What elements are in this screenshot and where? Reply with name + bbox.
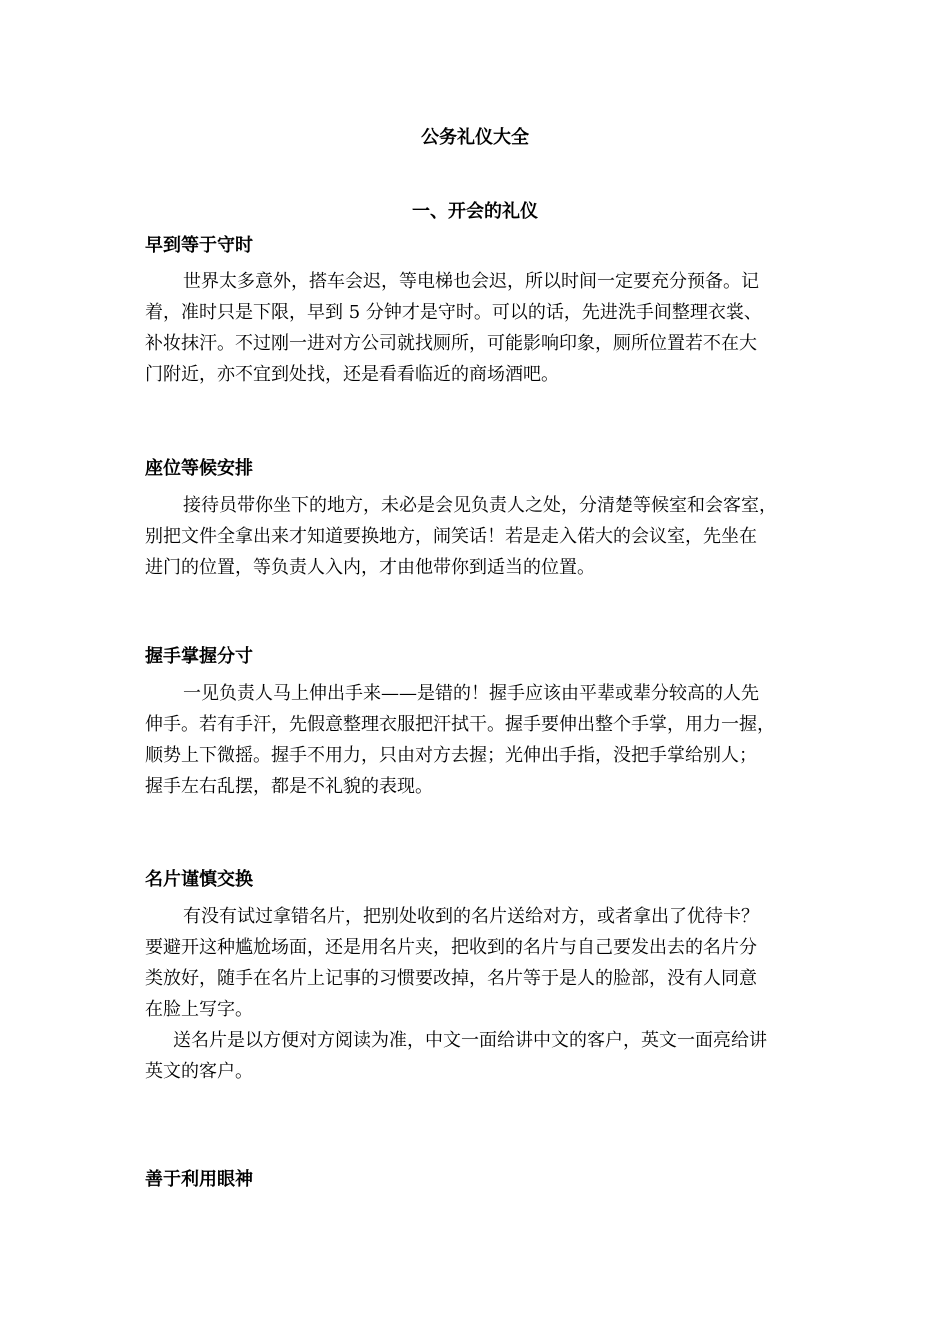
- heading-early-arrival: 早到等于守时: [145, 235, 253, 256]
- paragraph-line: 握手左右乱摆，都是不礼貌的表现。: [145, 776, 433, 797]
- paragraph-line: 补妆抹汗。不过刚一进对方公司就找厕所，可能影响印象，厕所位置若不在大: [145, 333, 757, 354]
- heading-handshake: 握手掌握分寸: [145, 646, 253, 667]
- paragraph-business-cards: [145, 901, 809, 1087]
- paragraph-early-arrival: [145, 266, 809, 390]
- paragraph-line: 送名片是以方便对方阅读为准，中文一面给讲中文的客户，英文一面亮给讲: [173, 1030, 767, 1051]
- paragraph-line: 伸手。若有手汗，先假意整理衣服把汗拭干。握手要伸出整个手掌，用力一握，: [145, 714, 775, 735]
- paragraph-line: 有没有试过拿错名片，把别处收到的名片送给对方，或者拿出了优待卡？: [183, 906, 759, 927]
- paragraph-line: 接待员带你坐下的地方，未必是会见负责人之处，分清楚等候室和会客室，: [183, 495, 777, 516]
- paragraph-line: 英文的客户。: [145, 1061, 253, 1082]
- paragraph-line: 一见负责人马上伸出手来——是错的！握手应该由平辈或辈分较高的人先: [183, 683, 759, 704]
- paragraph-handshake: [145, 678, 809, 802]
- paragraph-line: 着，准时只是下限，早到 5 分钟才是守时。可以的话，先进洗手间整理衣裳、: [145, 302, 762, 323]
- paragraph-line: 别把文件全拿出来才知道要换地方，闹笑话！若是走入偌大的会议室，先坐在: [145, 526, 757, 547]
- paragraph-line: 门附近，亦不宜到处找，还是看看临近的商场酒吧。: [145, 364, 559, 385]
- document-title: 公务礼仪大全: [421, 127, 529, 148]
- heading-seating: 座位等候安排: [145, 458, 253, 479]
- paragraph-line: 顺势上下微摇。握手不用力，只由对方去握；光伸出手指，没把手掌给别人；: [145, 745, 757, 766]
- paragraph-line: 类放好，随手在名片上记事的习惯要改掉，名片等于是人的脸部，没有人同意: [145, 968, 757, 989]
- paragraph-seating: [145, 490, 809, 583]
- paragraph-line: 要避开这种尴尬场面，还是用名片夹，把收到的名片与自己要发出去的名片分: [145, 937, 757, 958]
- paragraph-line: 进门的位置，等负责人入内，才由他带你到适当的位置。: [145, 557, 595, 578]
- paragraph-line: 在脸上写字。: [145, 999, 253, 1020]
- section-title: 一、开会的礼仪: [412, 201, 538, 222]
- paragraph-line: 世界太多意外，搭车会迟，等电梯也会迟，所以时间一定要充分预备。记: [183, 271, 759, 292]
- heading-business-cards: 名片谨慎交换: [145, 869, 253, 890]
- heading-eye-contact: 善于利用眼神: [145, 1169, 253, 1190]
